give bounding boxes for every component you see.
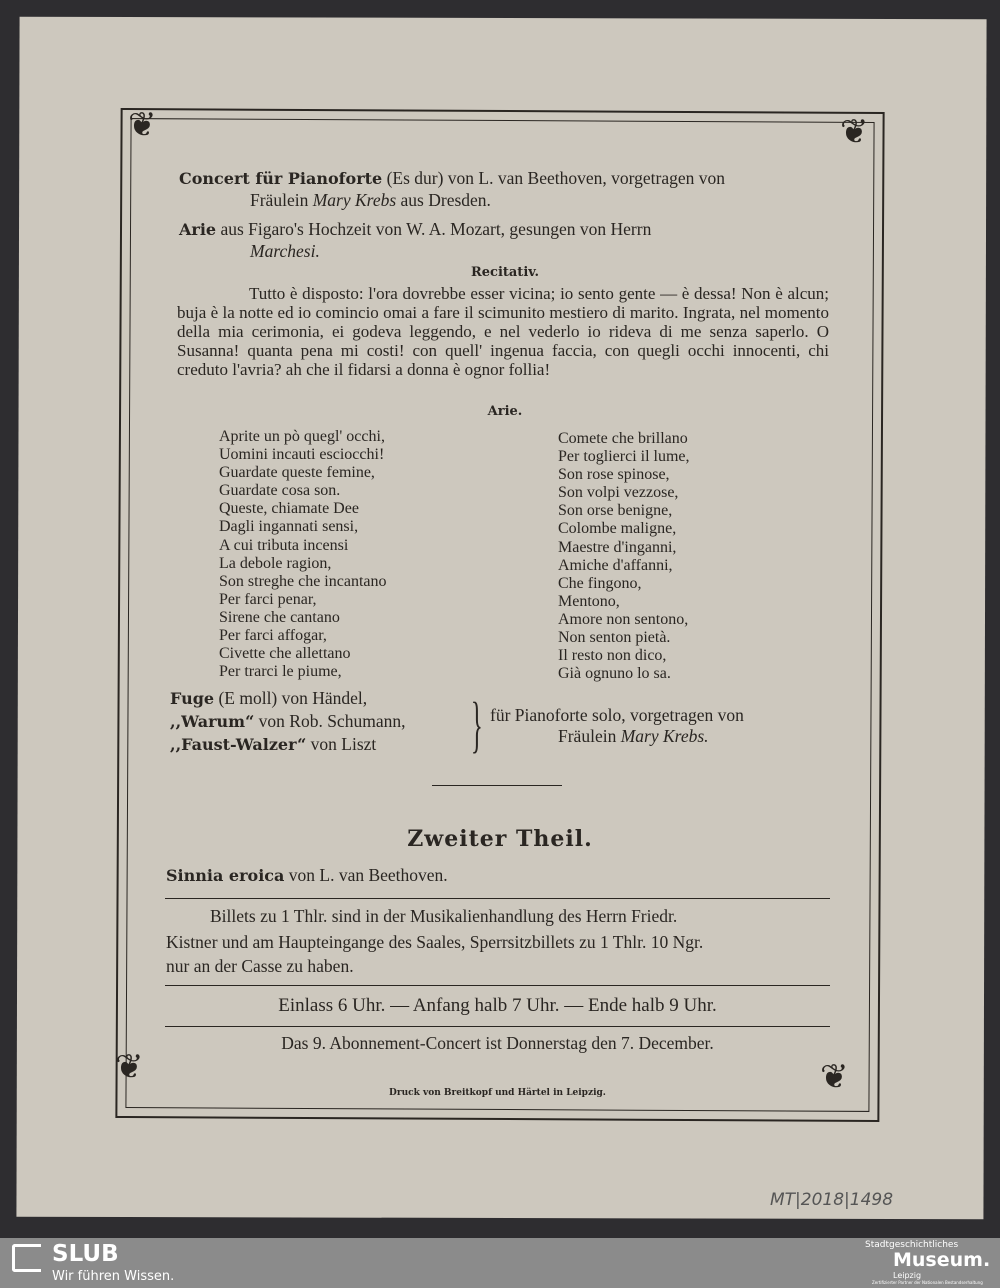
next-concert: Das 9. Abonnement-Concert ist Donnerstag den 7. December. <box>281 1033 714 1053</box>
solo-fuge: Fuge (E moll) von Händel, <box>170 688 368 708</box>
verse-line: Uomini incauti esciocchi! <box>219 446 385 464</box>
tickets-line-1: Billets zu 1 Thlr. sind in der Musikalienhandlung des Herrn Friedr. <box>210 906 678 926</box>
verse-line: Guardate cosa son. <box>219 482 341 500</box>
divider <box>165 985 830 986</box>
verse-line: Il resto non dico, <box>558 647 667 665</box>
solo-performer: Fräulein Mary Krebs. <box>558 726 709 746</box>
verse-line: Colombe maligne, <box>558 520 677 538</box>
slub-logo-icon <box>12 1244 41 1272</box>
verse-line: Sirene che cantano <box>219 608 340 626</box>
arie-left-column <box>219 428 387 681</box>
verse-line: La debole ragion, <box>219 554 332 572</box>
divider <box>165 898 830 899</box>
arie-singer: Marchesi. <box>250 241 320 261</box>
arie-right-column <box>558 430 690 683</box>
verse-line: Son rose spinose, <box>558 466 670 484</box>
corner-ornament-icon: ❦ <box>840 112 869 152</box>
verse-line: Maestre d'inganni, <box>558 538 677 556</box>
verse-line: Queste, chiamate Dee <box>219 500 359 518</box>
verse-line: Son volpi vezzose, <box>558 484 679 502</box>
museum-top: Stadtgeschichtliches <box>865 1240 959 1250</box>
arie-line: Arie aus Figaro's Hochzeit von W. A. Mozart, gesungen von Herrn <box>179 219 652 239</box>
concert-performer: Fräulein Mary Krebs aus Dresden. <box>250 190 491 210</box>
sinfonia-line: Sinnia eroica von L. van Beethoven. <box>166 865 448 885</box>
museum-note: Zertifizierter Partner der Nationalen Bestandserhaltung <box>872 1280 983 1285</box>
museum-name[interactable]: Museum. <box>893 1249 991 1271</box>
verse-line: Mentono, <box>558 592 620 610</box>
corner-ornament-icon: ❦ <box>115 1047 144 1087</box>
verse-line: Civette che allettano <box>219 645 351 663</box>
verse-line: A cui tributa incensi <box>219 536 349 554</box>
corner-ornament-icon: ❦ <box>820 1057 849 1097</box>
verse-line: Non senton pietà. <box>558 629 671 647</box>
recitativ-heading: Recitativ. <box>470 265 540 280</box>
slub-name[interactable]: SLUB <box>52 1241 119 1267</box>
verse-line: Amore non sentono, <box>558 610 689 628</box>
shelfmark: MT|2018|1498 <box>770 1190 894 1210</box>
verse-line: Amiche d'affanni, <box>558 556 673 574</box>
printer-imprint: Druck von Breitkopf und Härtel in Leipzig. <box>389 1088 606 1098</box>
part2-title: Zweiter Theil. <box>407 826 593 852</box>
verse-line: Comete che brillano <box>558 430 688 447</box>
footer-bar <box>0 1238 1000 1288</box>
verse-line: Son streghe che incantano <box>219 572 387 590</box>
solo-description: für Pianoforte solo, vorgetragen von <box>490 705 744 725</box>
verse-line: Guardate queste femine, <box>219 464 375 482</box>
solo-warum: ,,Warum“ von Rob. Schumann, <box>170 711 406 731</box>
verse-line: Son orse benigne, <box>558 502 673 520</box>
verse-line: Per trarci le piume, <box>219 663 342 681</box>
divider <box>432 785 562 786</box>
times-line: Einlass 6 Uhr. — Anfang halb 7 Uhr. — Ende halb 9 Uhr. <box>278 995 717 1016</box>
tickets-line-2: Kistner und am Haupteingange des Saales, Sperrsitzbillets zu 1 Thlr. 10 Ngr. <box>166 932 704 952</box>
concert-line: Concert für Pianoforte (Es dur) von L. van Beethoven, vorgetragen von <box>179 168 725 188</box>
corner-ornament-icon: ❦ <box>128 105 157 145</box>
verse-line: Dagli ingannati sensi, <box>219 518 359 536</box>
verse-line: Che fingono, <box>558 574 642 592</box>
solo-faust: ,,Faust-Walzer“ von Liszt <box>170 734 377 754</box>
arie-heading: Arie. <box>487 404 523 419</box>
verse-line: Per farci penar, <box>219 590 317 608</box>
verse-line: Per farci affogar, <box>219 627 327 645</box>
recitativ-text: Tutto è disposto: l'ora dovrebbe esser vicina; io sento gente — è dessa! Non è alcun; buja è la notte ed io comincio omai a fare il scimunito mestiero di marito. Ingrata, nel momento della mia cerimonia, ei godeva leggendo, e nel vederlo io rideva di me senza saperlo. O Susanna! quanta pena mi costi! con quell' ingenua faccia, con quegli occhi innocenti, chi creduto l'avria? ah che il fidarsi a donna è ognor follia! <box>177 284 829 379</box>
verse-line: Per toglierci il lume, <box>558 448 690 466</box>
tickets-line-3: nur an der Casse zu haben. <box>166 956 354 976</box>
divider <box>165 1026 830 1027</box>
verse-line: Già ognuno lo sa. <box>558 665 671 683</box>
verse-line: Aprite un pò quegl' occhi, <box>219 428 385 445</box>
brace: } <box>470 691 483 759</box>
museum-city: Leipzig <box>893 1271 922 1280</box>
slub-tagline: Wir führen Wissen. <box>52 1269 175 1284</box>
